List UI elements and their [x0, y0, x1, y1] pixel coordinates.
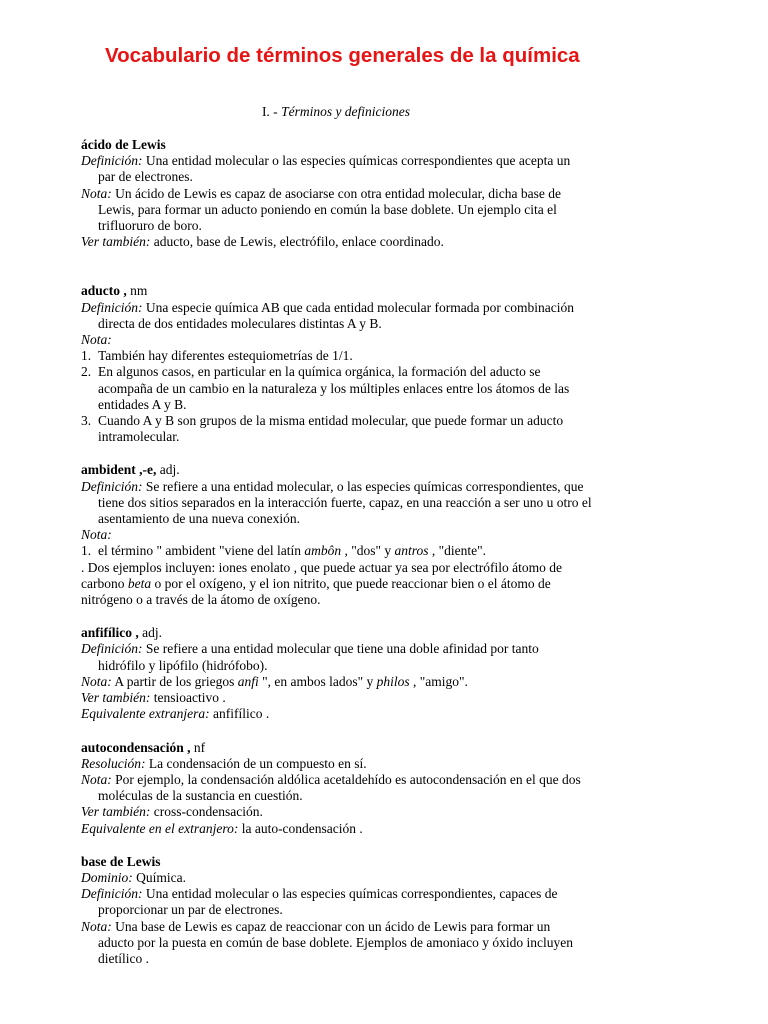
list-item-text: , "dos" y [341, 543, 395, 559]
see-also-label: Ver también: [81, 804, 151, 820]
example-text: . Dos ejemplos incluyen: iones enolato , que puede actuar ya sea por electrófilo átomo de carbono [81, 559, 562, 591]
latin-word: ambôn [304, 543, 342, 559]
list-item-number: 3. [81, 413, 92, 429]
domain-text: Química. [132, 869, 186, 885]
entry-grammar: adj. [156, 462, 180, 478]
entry-grammar: nf [190, 739, 206, 755]
see-also-line [81, 804, 681, 820]
beta-word: beta [127, 575, 152, 591]
resolution-line [81, 756, 681, 772]
list-item [81, 364, 598, 413]
list-item-number: 2. [81, 364, 92, 380]
equivalent-label: Equivalente extranjera: [81, 706, 210, 722]
definition-text: Se refiere a una entidad molecular, o las especies químicas correspondientes, que tiene dos sitios separados en la interacción fuerte, capaz, en una reacción a ser uno u otro el asentamiento de una nueva conexión. [98, 478, 592, 527]
entry-base-de-lewis [81, 854, 681, 967]
note-label: Nota: [81, 527, 112, 543]
definition-label: Definición: [81, 641, 143, 657]
note-label: Nota: [81, 918, 112, 934]
list-item-text: el término " ambident "viene del latín [98, 543, 305, 559]
definition-label: Definición: [81, 886, 143, 902]
definition-text: Una entidad molecular o las especies químicas correspondientes que acepta un par de electrones. [98, 153, 571, 185]
domain-line [81, 870, 681, 886]
definition-line [81, 479, 598, 528]
note-line [81, 674, 681, 690]
equivalent-line [81, 821, 681, 837]
list-item-text: , "diente". [428, 543, 487, 559]
definition-label: Definición: [81, 478, 143, 494]
section-label: Términos y definiciones [281, 104, 411, 119]
list-item [81, 543, 681, 559]
entry-term: aducto , [81, 283, 127, 299]
see-also-line [81, 690, 681, 706]
list-item [81, 348, 681, 364]
entry-term: ácido de Lewis [81, 137, 166, 152]
equivalent-text: la auto-condensación . [238, 820, 363, 836]
greek-word: philos [376, 673, 410, 689]
list-item-number: 1. [81, 543, 92, 559]
note-label: Nota: [81, 185, 112, 201]
entry-term: base de Lewis [81, 853, 161, 869]
entry-grammar: nm [126, 283, 148, 299]
resolution-label: Resolución: [81, 755, 146, 771]
definition-text: Una especie química AB que cada entidad molecular formada por combinación directa de dos entidades moleculares distintas A y B. [98, 299, 574, 331]
entry-acido-de-lewis [81, 137, 681, 250]
equivalent-line [81, 706, 681, 722]
note-line [81, 919, 578, 968]
equivalent-label: Equivalente en el extranjero: [81, 820, 239, 836]
greek-word: anfi [237, 673, 259, 689]
entry-aducto [81, 283, 681, 445]
definition-line [81, 153, 586, 185]
definition-text: Una entidad molecular o las especies químicas correspondientes, capaces de proporcionar un par de electrones. [98, 886, 558, 918]
resolution-text: La condensación de un compuesto en sí. [145, 755, 367, 771]
document-title: Vocabulario de términos generales de la química [105, 44, 580, 67]
example-line [81, 560, 581, 609]
definition-line [81, 886, 578, 918]
note-label: Nota: [81, 771, 112, 787]
see-also-label: Ver también: [81, 690, 151, 706]
example-text: o por el oxígeno, y el ion nitrito, que puede reaccionar bien o el átomo de nitrógeno o a través de la átomo de oxígeno. [81, 575, 551, 608]
list-item-text: Cuando A y B son grupos de la misma entidad molecular, que puede formar un aducto intramolecular. [98, 413, 564, 445]
note-line [81, 186, 586, 235]
list-item [81, 413, 598, 445]
note-label: Nota: [81, 332, 112, 348]
entry-term: anfifílico , [81, 625, 139, 641]
see-also-label: Ver también: [81, 234, 151, 250]
note-text: A partir de los griegos [111, 673, 238, 689]
definition-text: Se refiere a una entidad molecular que tiene una doble afinidad por tanto hidrófilo y lipófilo (hidrófobo). [98, 641, 539, 673]
definition-label: Definición: [81, 153, 143, 169]
note-text: , "amigo". [409, 673, 468, 689]
list-item-text: En algunos casos, en particular en la química orgánica, la formación del aducto se acompaña de un cambio en la naturaleza y los múltiples enlaces entre los átomos de las entidades A y B. [98, 364, 570, 412]
entry-term: autocondensación , [81, 739, 191, 755]
section-heading [0, 104, 672, 120]
entry-ambident [81, 462, 681, 608]
definition-label: Definición: [81, 299, 143, 315]
list-item-number: 1. [81, 348, 92, 364]
equivalent-text: anfifílico . [209, 706, 270, 722]
definition-line [81, 300, 608, 332]
note-text: Una base de Lewis es capaz de reaccionar con un ácido de Lewis para formar un aducto por la puesta en común de base doblete. Ejemplos de amoniaco y óxido incluyen dietílico . [98, 918, 573, 966]
latin-word: antros [394, 543, 429, 559]
note-line [81, 772, 618, 804]
note-label: Nota: [81, 673, 112, 689]
definition-line [81, 641, 588, 673]
entry-anfifilico [81, 625, 681, 722]
see-also-line [81, 234, 681, 250]
section-number: I. - [261, 104, 282, 119]
note-text: Por ejemplo, la condensación aldólica acetaldehído es autocondensación en el que dos moléculas de la sustancia en cuestión. [98, 771, 581, 804]
entry-autocondensacion [81, 740, 681, 837]
entry-grammar: adj. [138, 625, 162, 641]
entry-term: ambident ,-e, [81, 462, 157, 478]
see-also-text: cross-condensación. [150, 804, 263, 820]
note-text: ", en ambos lados" y [258, 673, 377, 689]
see-also-text: tensioactivo . [150, 690, 226, 706]
domain-label: Dominio: [81, 869, 133, 885]
glossary-body [81, 137, 681, 967]
note-text: Un ácido de Lewis es capaz de asociarse con otra entidad molecular, dicha base de Lewis, para formar un aducto poniendo en común la base doblete. Un ejemplo cita el trifluoruro de boro. [98, 185, 562, 234]
see-also-text: aducto, base de Lewis, electrófilo, enlace coordinado. [150, 234, 444, 250]
list-item-text: También hay diferentes estequiometrías de 1/1. [98, 348, 353, 364]
